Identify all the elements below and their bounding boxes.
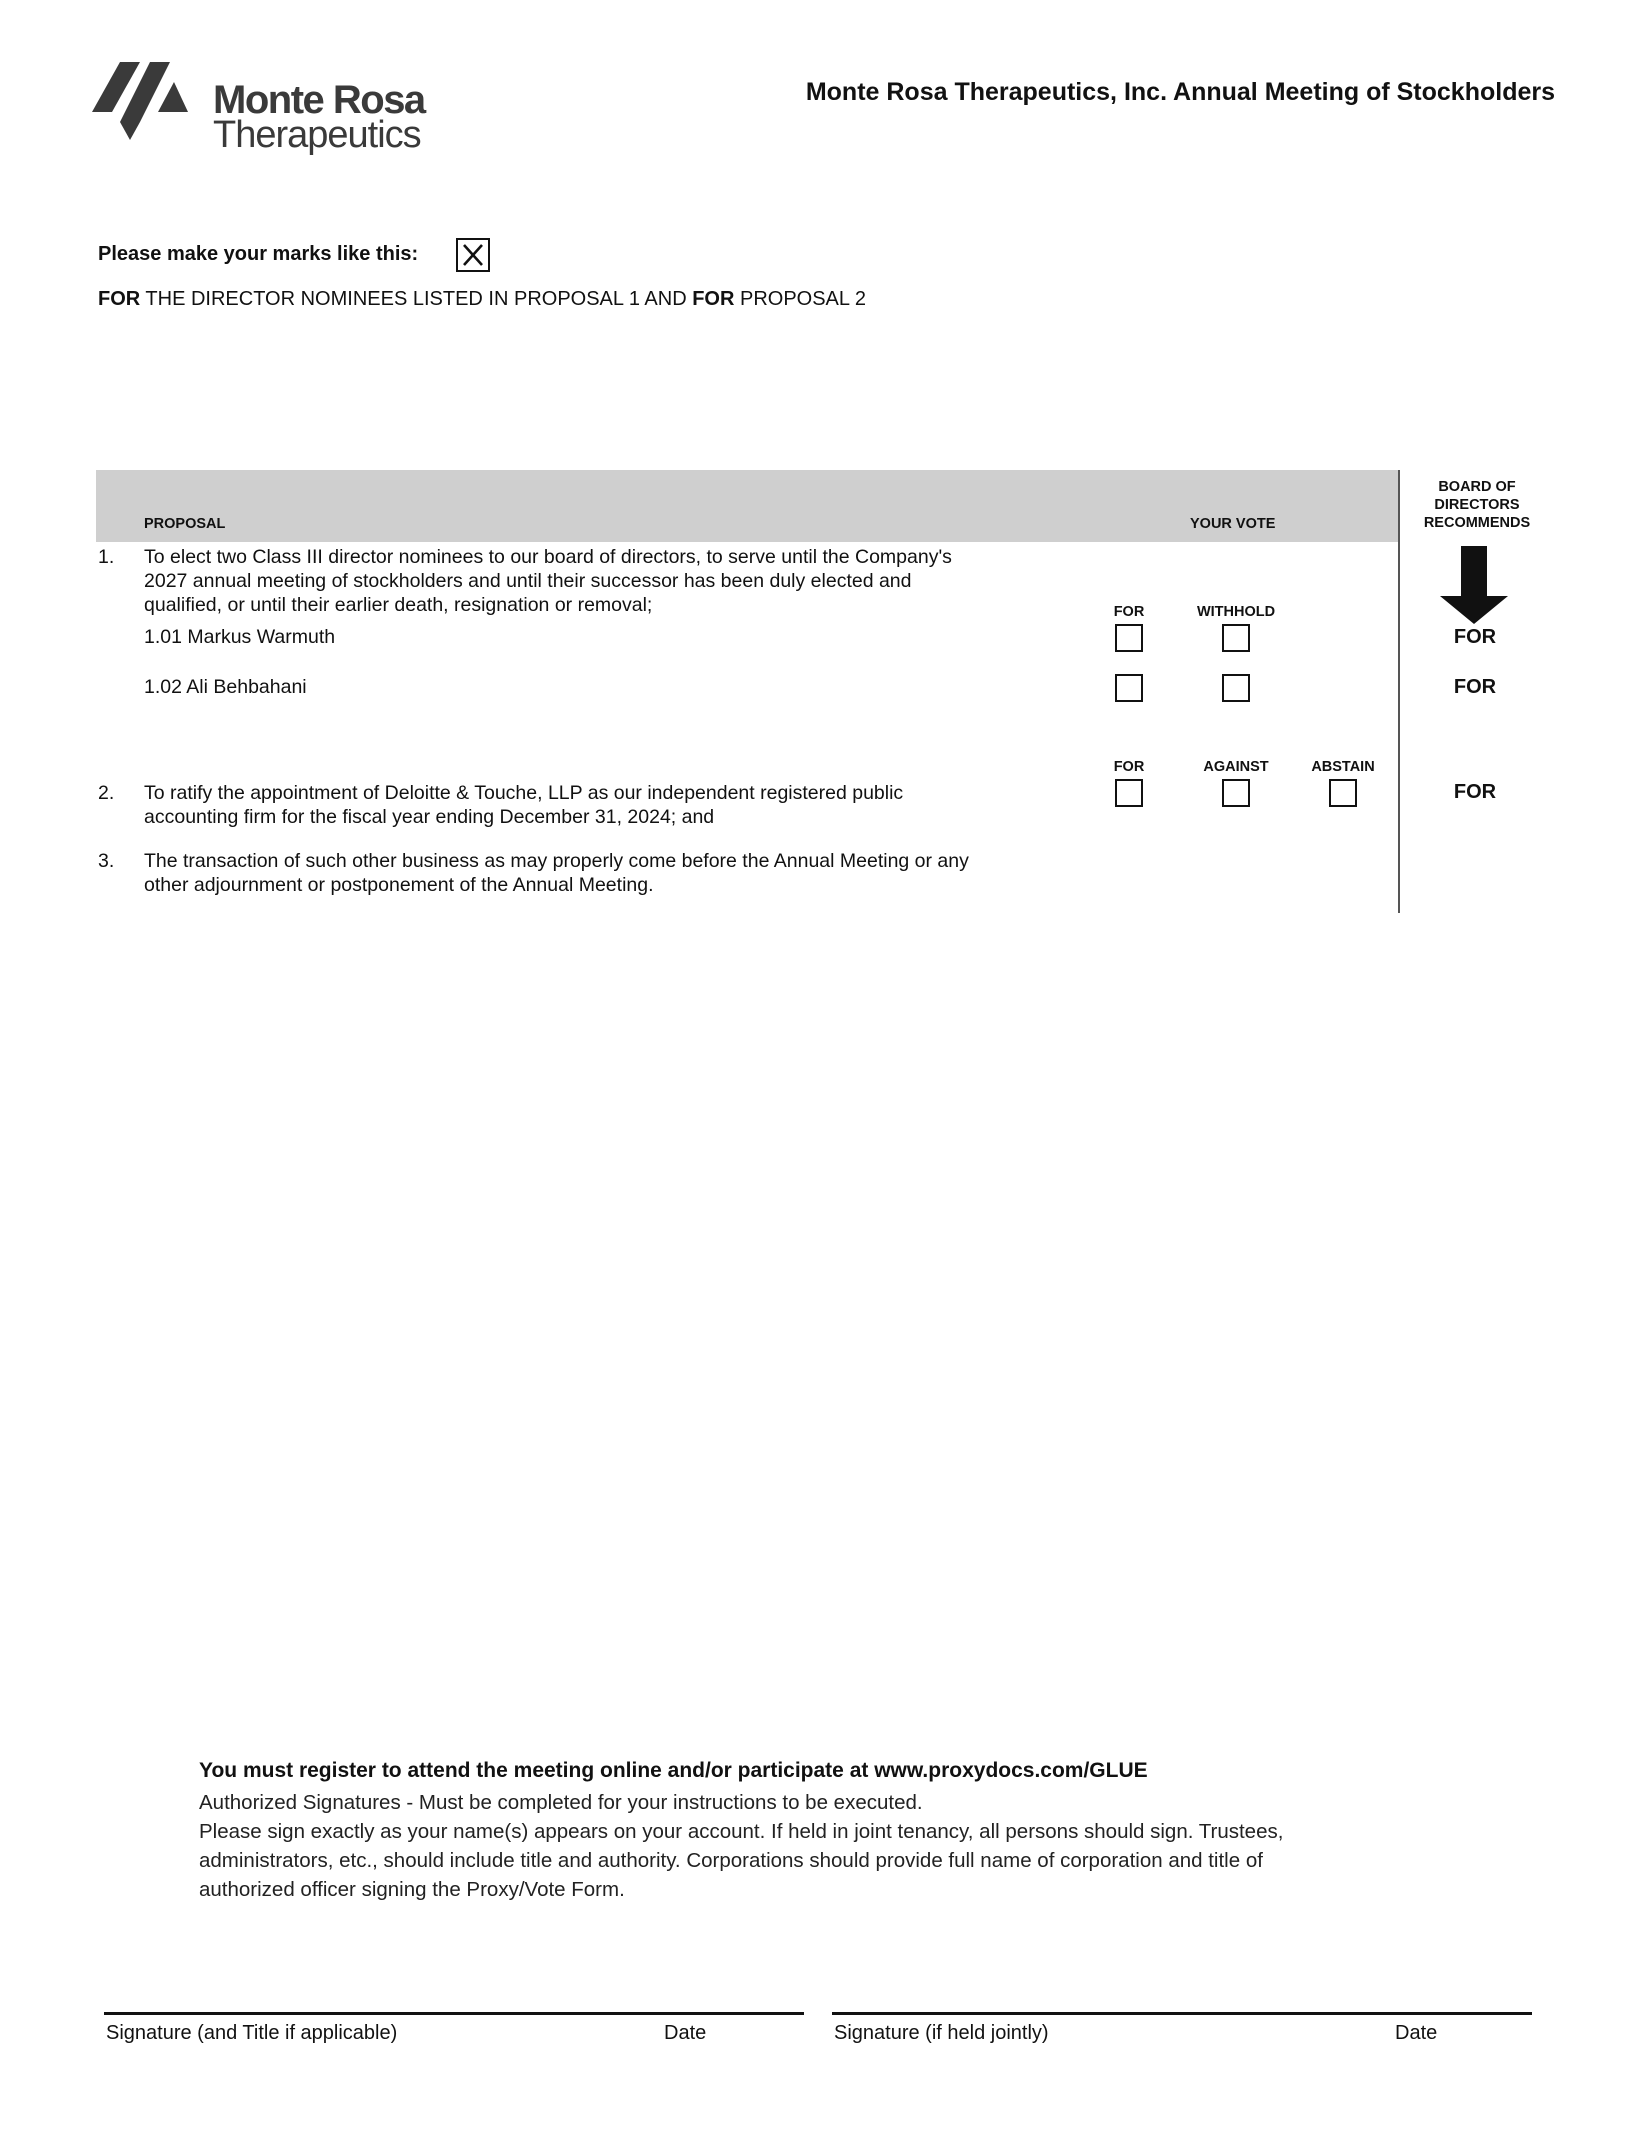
nominee-1-recommendation: FOR	[1453, 626, 1497, 648]
proposal-2-for-checkbox[interactable]	[1115, 779, 1143, 807]
proposal-3-line2: other adjournment or postponement of the Annual Meeting.	[144, 874, 654, 896]
nominee-2-withhold-checkbox[interactable]	[1222, 674, 1250, 702]
proposal-1-line2: 2027 annual meeting of stockholders and until their successor has been duly elected and	[144, 570, 912, 592]
nominee-2-name: 1.02 Ali Behbahani	[144, 676, 307, 698]
down-arrow-icon	[1440, 546, 1508, 626]
example-mark-box	[456, 238, 490, 272]
board-header-line3: RECOMMENDS	[1423, 515, 1531, 531]
nominee-2-for-checkbox[interactable]	[1115, 674, 1143, 702]
registration-notice: You must register to attend the meeting online and/or participate at www.proxydocs.com/GLUE	[199, 1759, 1148, 1782]
rec-text-1: THE DIRECTOR NOMINEES LISTED IN PROPOSAL 1 AND	[140, 288, 693, 310]
nominee-1-for-checkbox[interactable]	[1115, 624, 1143, 652]
mountain-logo-icon	[92, 60, 202, 140]
proposal-2-line2: accounting firm for the fiscal year ending December 31, 2024; and	[144, 806, 715, 828]
board-recommends-header	[1402, 478, 1552, 532]
p2-abstain-label: ABSTAIN	[1311, 759, 1375, 775]
date-2-label: Date	[1395, 2022, 1438, 2044]
meeting-title: Monte Rosa Therapeutics, Inc. Annual Meeting of Stockholders	[805, 78, 1555, 106]
rec-for-2: FOR	[692, 288, 735, 310]
x-mark-icon	[461, 243, 485, 267]
board-recommendation-line	[98, 288, 866, 311]
auth-line-2: Please sign exactly as your name(s) appears on your account. If held in joint tenancy, all persons should sign. Trustees,	[199, 1820, 1284, 1843]
marks-instruction: Please make your marks like this:	[98, 243, 419, 265]
proposal-header: PROPOSAL	[144, 516, 226, 532]
p1-for-label: FOR	[1113, 604, 1145, 620]
signature-2-label: Signature (if held jointly)	[834, 2022, 1049, 2044]
board-header-line2: DIRECTORS	[1434, 497, 1520, 513]
proposal-2-against-checkbox[interactable]	[1222, 779, 1250, 807]
auth-line-3: administrators, etc., should include title and authority. Corporations should provide full name of corporation and title of	[199, 1849, 1263, 1872]
proposal-2-recommendation: FOR	[1453, 781, 1497, 803]
logo-text-line1: Monte Rosa	[213, 78, 425, 122]
proposal-2-line1: To ratify the appointment of Deloitte & Touche, LLP as our independent registered public	[144, 782, 904, 804]
proposal-1-line3: qualified, or until their earlier death, resignation or removal;	[144, 594, 653, 616]
p2-for-label: FOR	[1113, 759, 1145, 775]
proposal-2-text	[144, 781, 903, 829]
your-vote-header: YOUR VOTE	[1190, 516, 1276, 532]
proposal-2-number: 2.	[98, 782, 115, 804]
nominee-1-withhold-checkbox[interactable]	[1222, 624, 1250, 652]
logo-text-line2: Therapeutics	[213, 114, 421, 156]
rec-text-2: PROPOSAL 2	[734, 288, 866, 310]
proposal-3-line1: The transaction of such other business as may properly come before the Annual Meeting or any	[144, 850, 969, 872]
board-header-line1: BOARD OF	[1438, 479, 1516, 495]
proposal-3-number: 3.	[98, 850, 115, 872]
proposal-2-abstain-checkbox[interactable]	[1329, 779, 1357, 807]
authorization-instructions	[199, 1788, 1419, 1904]
rec-for-1: FOR	[98, 288, 141, 310]
auth-line-1: Authorized Signatures - Must be completed for your instructions to be executed.	[199, 1791, 923, 1814]
p2-against-label: AGAINST	[1203, 759, 1269, 775]
signature-line-2[interactable]	[832, 2012, 1532, 2015]
signature-1-label: Signature (and Title if applicable)	[106, 2022, 398, 2044]
nominee-2-recommendation: FOR	[1453, 676, 1497, 698]
proposal-3-text	[144, 849, 969, 897]
auth-line-4: authorized officer signing the Proxy/Vote Form.	[199, 1878, 625, 1901]
p1-withhold-label: WITHHOLD	[1196, 604, 1276, 620]
signature-line-1[interactable]	[104, 2012, 804, 2015]
company-logo	[92, 58, 452, 158]
proposal-1-number: 1.	[98, 546, 115, 568]
proposal-1-text	[144, 545, 952, 617]
nominee-1-name: 1.01 Markus Warmuth	[144, 626, 336, 648]
date-1-label: Date	[664, 2022, 707, 2044]
proposal-1-line1: To elect two Class III director nominees to our board of directors, to serve until the Company's	[144, 546, 952, 568]
